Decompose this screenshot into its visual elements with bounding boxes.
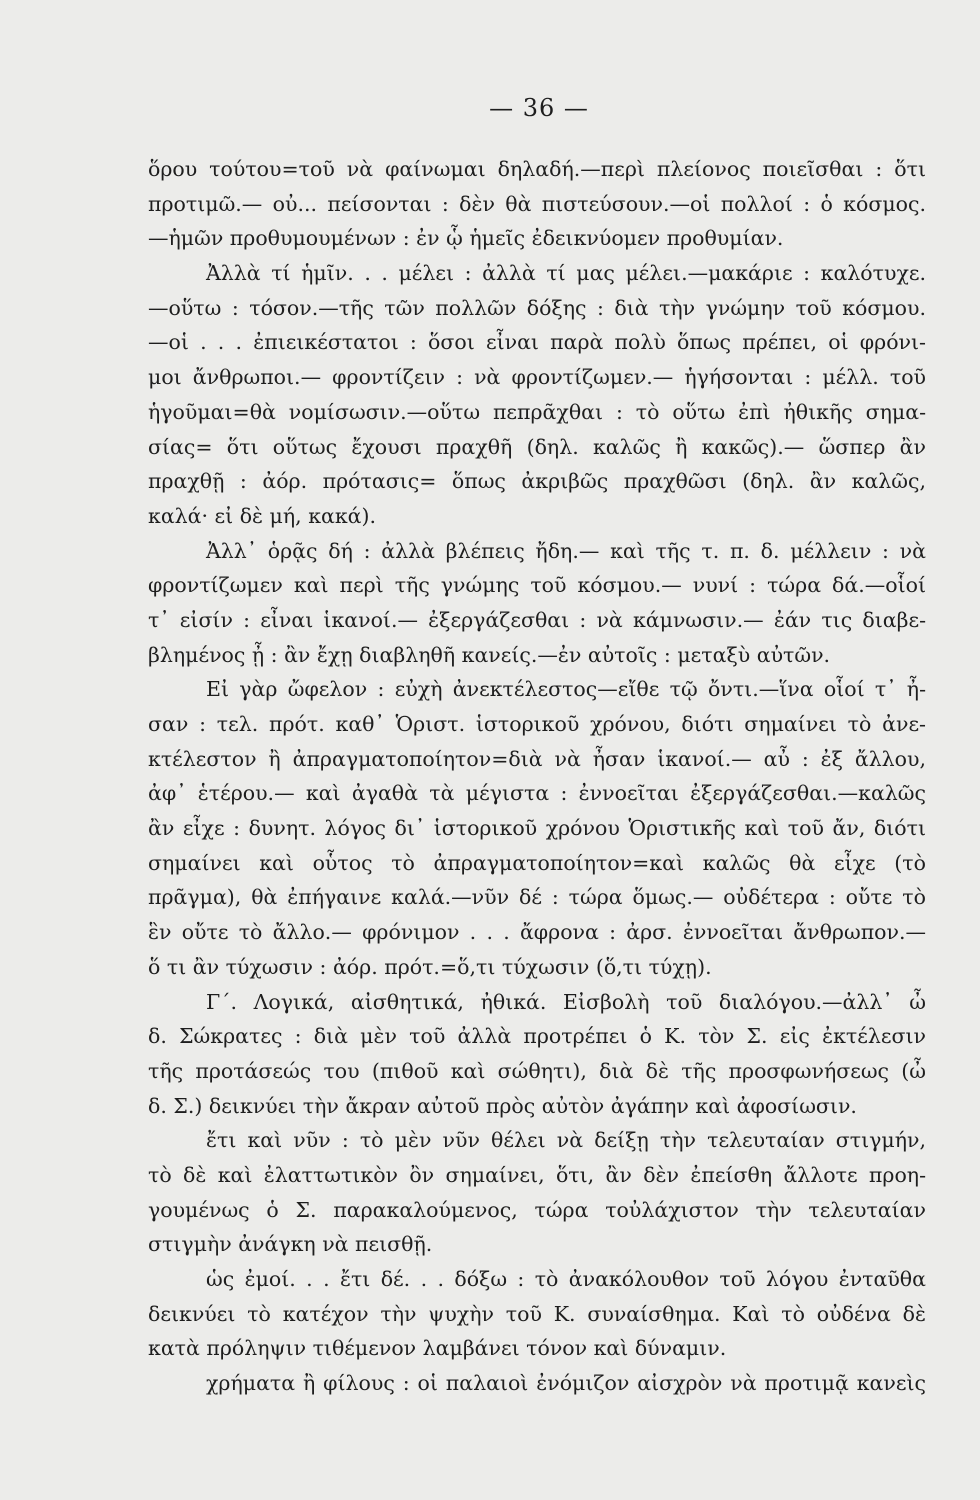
text-line: ὡς ἐμοί. . . ἔτι δέ. . . δόξω : τὸ ἀνακόλουθον τοῦ λόγου ἐνταῦθα [206, 1267, 926, 1291]
text-line: ὅρου τούτου=τοῦ νὰ φαίνωμαι δηλαδή.—περὶ πλείονος ποιεῖσθαι : ὅτι [148, 157, 926, 181]
text-line: δ. Σ.) δεικνύει τὴν ἄκραν αὐτοῦ πρὸς αὐτὸν ἀγάπην καὶ ἀφοσίωσιν. [148, 1093, 857, 1118]
text-line: σημαίνει καὶ οὗτος τὸ ἀπραγματοποίητον=καὶ καλῶς θὰ εἶχε (τὸ [148, 850, 926, 875]
text-line: χρήματα ἢ φίλους : οἱ παλαιοὶ ἐνόμιζον αἰσχρὸν νὰ προτιμᾷ κανεὶς [206, 1371, 926, 1396]
text-line: δεικνύει τὸ κατέχον τὴν ψυχὴν τοῦ Κ. συναίσθημα. Καὶ τὸ οὐδένα δὲ [148, 1301, 926, 1326]
text-line: σίας= ὅτι οὕτως ἔχουσι πραχθῆ (δηλ. καλῶς ἢ κακῶς).— ὥσπερ ἂν [148, 434, 926, 459]
text-line: φροντίζωμεν καὶ περὶ τῆς γνώμης τοῦ κόσμου.— νυνί : τώρα δά.—οἷοί [148, 573, 926, 598]
text-line: ἀφ᾿ ἑτέρου.— καὶ ἀγαθὰ τὰ μέγιστα : ἐννοεῖται ἐξεργάζεσθαι.—καλῶς [148, 781, 926, 806]
text-line: τῆς προτάσεώς του (πιθοῦ καὶ σώθητι), διὰ δὲ τῆς προσφωνήσεως (ὦ [148, 1058, 926, 1083]
text-line: Εἰ γὰρ ὤφελον : εὐχὴ ἀνεκτέλεστος—εἴθε τῷ ὄντι.—ἵνα οἷοί τ᾿ ἦ- [206, 677, 926, 702]
text-line: —οὕτω : τόσον.—τῆς τῶν πολλῶν δόξης : διὰ τὴν γνώμην τοῦ κόσμου. [148, 295, 926, 320]
text-line: Ἀλλ᾿ ὁρᾷς δή : ἀλλὰ βλέπεις ἤδη.— καὶ τῆς τ. π. δ. μέλλειν : νὰ [206, 538, 926, 563]
text-line: δ. Σώκρατες : διὰ μὲν τοῦ ἀλλὰ προτρέπει ὁ Κ. τὸν Σ. εἰς ἐκτέλεσιν [148, 1024, 926, 1049]
text-line: βλημένος ᾖ : ἂν ἔχῃ διαβληθῆ κανείς.—ἐν αὐτοῖς : μεταξὺ αὐτῶν. [148, 642, 831, 667]
text-line: ὅ τι ἂν τύχωσιν : ἀόρ. πρότ.=ὅ,τι τύχωσιν (ὅ,τι τύχῃ). [148, 954, 712, 979]
text-line: πρᾶγμα), θὰ ἐπήγαινε καλά.—νῦν δέ : τώρα ὅμως.— οὐδέτερα : οὔτε τὸ [148, 885, 926, 910]
text-line: σαν : τελ. πρότ. καθ᾿ Ὁριστ. ἱστορικοῦ χρόνου, διότι σημαίνει τὸ ἀνε- [148, 712, 926, 736]
text-line: στιγμὴν ἀνάγκη νὰ πεισθῇ. [148, 1232, 433, 1257]
page-number: — 36 — [489, 94, 589, 122]
text-line: ἂν εἶχε : δυνητ. λόγος δι᾿ ἱστορικοῦ χρόνου Ὁριστικῆς καὶ τοῦ ἄν, διότι [148, 816, 926, 841]
text-line: —ἡμῶν προθυμουμένων : ἐν ᾧ ἡμεῖς ἐδεικνύομεν προθυμίαν. [148, 226, 784, 251]
text-line: τ᾿ εἰσίν : εἶναι ἱκανοί.— ἐξεργάζεσθαι : νὰ κάμνωσιν.— ἐάν τις διαβε- [148, 607, 926, 632]
text-line: προτιμῶ.— οὐ... πείσονται : δὲν θὰ πιστεύσουν.—οἱ πολλοί : ὁ κόσμος. [148, 191, 926, 216]
text-line: γουμένως ὁ Σ. παρακαλούμενος, τώρα τοὐλάχιστον τὴν τελευταίαν [148, 1197, 926, 1222]
text-line: Ἀλλὰ τί ἡμῖν. . . μέλει : ἀλλὰ τί μας μέλει.—μακάριε : καλότυχε. [206, 261, 926, 286]
text-line: Γ΄. Λογικά, αἰσθητικά, ἠθικά. Εἰσβολὴ τοῦ διαλόγου.—ἀλλ᾿ ὦ [206, 989, 926, 1014]
text-line: ἔτι καὶ νῦν : τὸ μὲν νῦν θέλει νὰ δείξῃ τὴν τελευταίαν στιγμήν, [206, 1128, 926, 1153]
text-line: ἡγοῦμαι=θὰ νομίσωσιν.—οὕτω πεπρᾶχθαι : τὸ οὕτω ἐπὶ ἠθικῆς σημα- [148, 399, 926, 424]
text-line: κατὰ πρόληψιν τιθέμενον λαμβάνει τόνον καὶ δύναμιν. [148, 1336, 727, 1361]
text-line: πραχθῇ : ἀόρ. πρότασις= ὅπως ἀκριβῶς πραχθῶσι (δηλ. ἂν καλῶς, [148, 469, 926, 494]
text-line: μοι ἄνθρωποι.— φροντίζειν : νὰ φροντίζωμεν.— ἡγήσονται : μέλλ. τοῦ [148, 365, 926, 390]
text-line: ἓν οὔτε τὸ ἄλλο.— φρόνιμον . . . ἄφρονα : ἀρσ. ἐννοεῖται ἄνθρωπον.— [148, 920, 926, 945]
text-line: —οἱ . . . ἐπιεικέστατοι : ὅσοι εἶναι παρὰ πολὺ ὅπως πρέπει, οἱ φρόνι- [148, 330, 926, 355]
text-line: τὸ δὲ καὶ ἐλαττωτικὸν ὂν σημαίνει, ὅτι, ἂν δὲν ἐπείσθη ἄλλοτε προη- [148, 1162, 926, 1187]
text-line: καλά· εἰ δὲ μή, κακά). [148, 503, 377, 528]
page-body [148, 152, 926, 1401]
text-line: κτέλεστον ἢ ἀπραγματοποίητον=διὰ νὰ ἦσαν ἱκανοί.— αὖ : ἐξ ἄλλου, [148, 746, 926, 771]
